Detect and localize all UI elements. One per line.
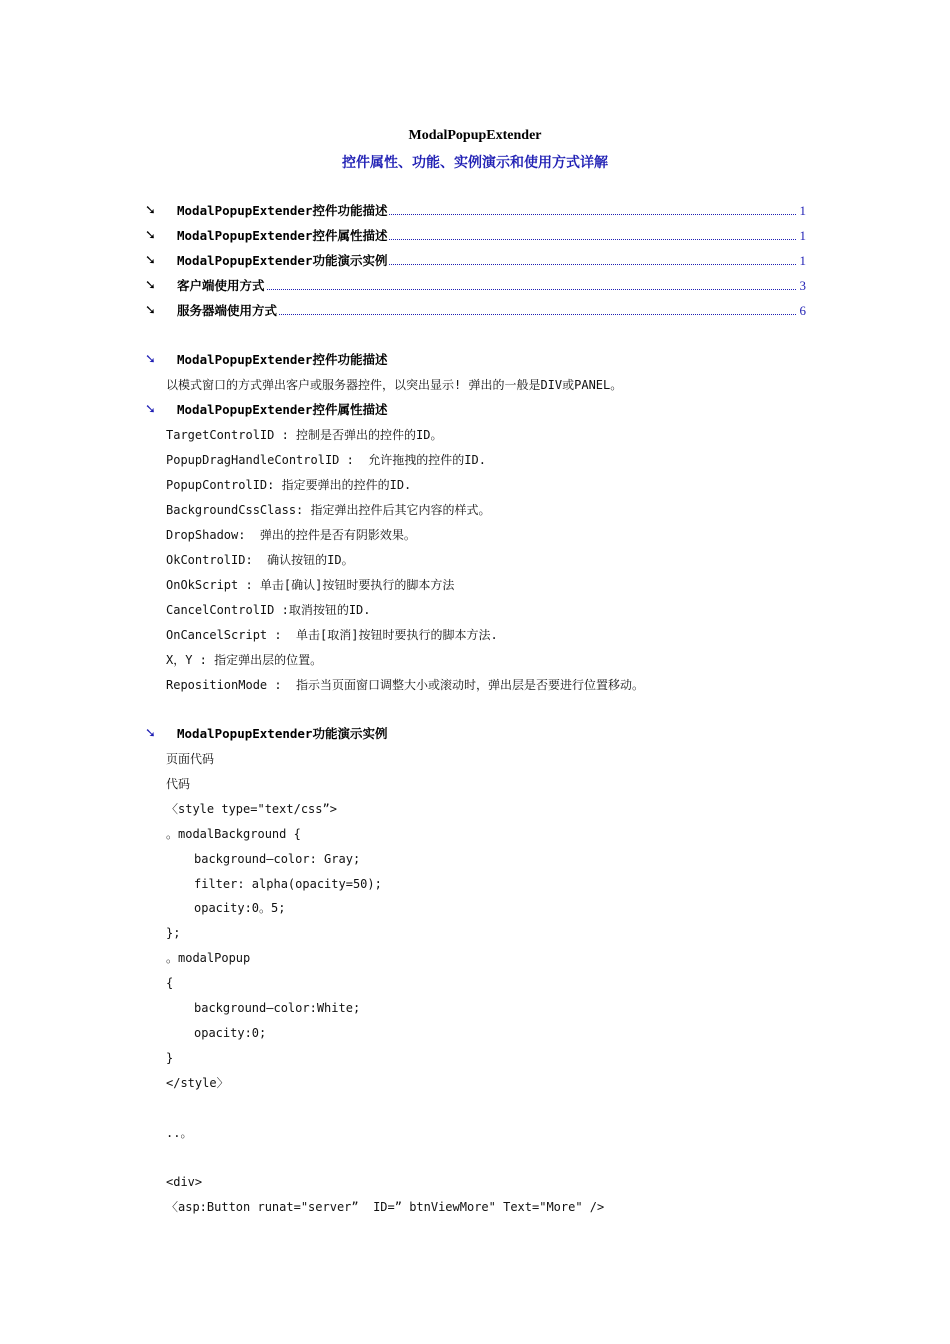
property-item: CancelControlID :取消按钮的ID.: [166, 603, 371, 617]
document-title: ModalPopupExtender: [408, 128, 542, 143]
code-line: {: [166, 976, 174, 991]
toc-entry-label: ModalPopupExtender功能演示实例: [177, 251, 388, 271]
property-item: X，Y : 指定弹出层的位置。: [166, 653, 323, 667]
code-line: 。modalPopup: [166, 951, 251, 966]
arrow-bullet-icon: ➘: [145, 402, 156, 417]
property-item: PopupDragHandleControlID : 允许拖拽的控件的ID.: [166, 453, 486, 467]
code-line: opacity:0;: [194, 1025, 267, 1040]
document-subtitle: 控件属性、功能、实例演示和使用方式详解: [342, 155, 608, 171]
arrow-bullet-icon: ➘: [145, 203, 156, 218]
toc-page-number: 1: [799, 251, 807, 271]
code-line: <div>: [166, 1175, 203, 1190]
code-line: 〈style type="text/css”>: [166, 801, 337, 816]
property-item: PopupControlID: 指定要弹出的控件的ID.: [166, 478, 412, 492]
toc-entry[interactable]: [145, 251, 806, 271]
code-line: </style〉: [166, 1075, 229, 1090]
toc-entry[interactable]: [145, 201, 806, 221]
arrow-bullet-icon: ➘: [145, 253, 156, 268]
toc-entry-label: ModalPopupExtender控件功能描述: [177, 201, 388, 221]
property-item: DropShadow: 弹出的控件是否有阴影效果。: [166, 528, 416, 542]
property-item: BackgroundCssClass: 指定弹出控件后其它内容的样式。: [166, 503, 491, 517]
code-line: background—color:White;: [194, 1001, 361, 1015]
arrow-bullet-icon: ➘: [145, 228, 156, 243]
document-page: ModalPopupExtender 控件属性、功能、实例演示和使用方式详解 ➘ ModalPopupExtender控件功能描述 1 ➘ ModalPopupExtender控件属性描述 1 ➘ ModalPopupExtender功能演示实例 1 ➘ 客户端使用方式 3 ➘ 服务器端使用方式 6 ➘ ModalPopupExtender控件功能描述 以模式窗口的方式弹出客户或服务器控件，以突出显示! 弹出的一般是DIV或PANEL。 ➘ ModalPopupExtender控件属性描述 TargetControlID : 控制是否弹出的控件的ID。 PopupDragHandleControlID : 允许拖拽的控件的ID. PopupControlID: 指定要弹出的控件的ID. BackgroundCssClass: 指定弹出控件后其它内容的样式。 DropShadow: 弹出的控件是否有阴影效果。 OkControlID: 确认按钮的ID。 OnOkScript : 单击[确认]按钮时要执行的脚本方法 CancelControlID :取消按钮的ID. OnCancelScript : 单击[取消]按钮时要执行的脚本方法. X，Y : 指定弹出层的位置。 RepositionMode : 指示当页面窗口调整大小或滚动时，弹出层是否要进行位置移动。 ➘ ModalPopupExtender功能演示实例 页面代码 代码 〈style type="text/css”> 。modalBackground { background—color: Gray; filter: alpha(opacity=50); opacity:0。5; }; 。modalPopup { background—color:White; opacity:0; } </style〉 ..。 <div> 〈asp:Button runat="server” ID=” btnViewMore" Text="More" />: [0, 0, 950, 1344]
code-line: }: [166, 1050, 174, 1065]
property-item: OnOkScript : 单击[确认]按钮时要执行的脚本方法: [166, 578, 455, 592]
code-line: };: [166, 926, 181, 941]
code-line: 〈asp:Button runat="server” ID=” btnViewMore" Text="More" />: [166, 1200, 605, 1215]
toc-entry-label: 客户端使用方式: [177, 276, 266, 296]
code-line: 页面代码: [166, 752, 215, 766]
toc-page-number: 6: [799, 301, 807, 321]
property-item: OkControlID: 确认按钮的ID。: [166, 553, 354, 567]
property-item: TargetControlID : 控制是否弹出的控件的ID。: [166, 428, 443, 442]
toc-entry-label: 服务器端使用方式: [177, 301, 278, 321]
arrow-bullet-icon: ➘: [145, 278, 156, 293]
code-line: 。modalBackground {: [166, 826, 301, 841]
property-item: RepositionMode : 指示当页面窗口调整大小或滚动时，弹出层是否要进行位置移动。: [166, 678, 645, 692]
property-item: OnCancelScript : 单击[取消]按钮时要执行的脚本方法.: [166, 628, 498, 642]
toc-entry[interactable]: [145, 226, 806, 246]
toc-entry[interactable]: [145, 301, 806, 321]
toc-page-number: 1: [799, 201, 807, 221]
toc-leader-dots: [177, 289, 796, 290]
code-line: background—color: Gray;: [194, 851, 361, 866]
code-line: opacity:0。5;: [194, 901, 286, 916]
toc-page-number: 3: [799, 276, 807, 296]
toc-page-number: 1: [799, 226, 807, 246]
toc-entry-label: ModalPopupExtender控件属性描述: [177, 226, 388, 246]
code-line: 代码: [166, 776, 191, 791]
arrow-bullet-icon: ➘: [145, 303, 156, 318]
code-line: ..。: [166, 1125, 193, 1140]
toc-entry[interactable]: [145, 276, 806, 296]
function-description: 以模式窗口的方式弹出客户或服务器控件，以突出显示! 弹出的一般是DIV或PANEL。: [166, 378, 623, 392]
arrow-bullet-icon: ➘: [145, 726, 156, 741]
arrow-bullet-icon: ➘: [145, 352, 156, 367]
code-line: filter: alpha(opacity=50);: [194, 876, 382, 891]
